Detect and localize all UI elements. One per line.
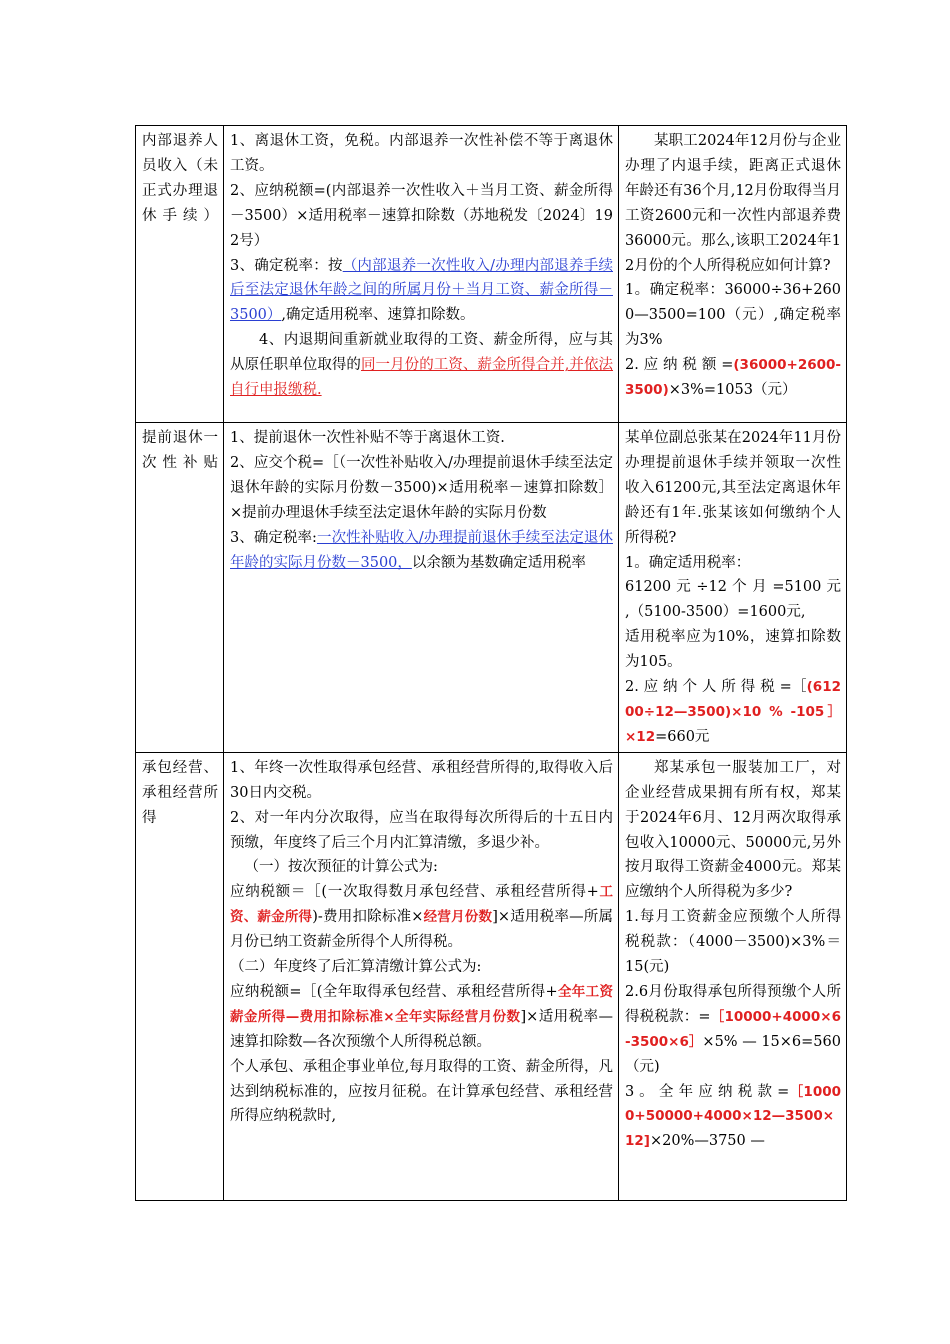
- category-cell: 承包经营、承租经营所得: [136, 752, 224, 1200]
- tax-table-page: [135, 125, 846, 1201]
- rules-cell: 1、离退休工资，免税。内部退养一次性补偿不等于离退休工资。 2、应纳税额=(内部退养一次性收入＋当月工资、薪金所得－3500）×适用税率－速算扣除数（苏地税发〔2024〕192号） 3、确定税率：按（内部退养一次性收入/办理内部退养手续后至法定退休年龄之间的所属月份＋当月工资、薪金所得－3500）,确定适用税率、速算扣除数。 4、内退期间重新就业取得的工资、薪金所得，应与其从原任职单位取得的同一月份的工资、薪金所得合并,并依法自行申报缴税.: [224, 126, 619, 423]
- table-row: [136, 752, 847, 1200]
- table-row: [136, 423, 847, 753]
- rules-cell: 1、提前退休一次性补贴不等于离退休工资. 2、应交个税=［（一次性补贴收入/办理提前退休手续至法定退休年龄的实际月份数－3500)×适用税率－速算扣除数］×提前办理退休手续至法定退休年龄的实际月份数 3、确定税率:一次性补贴收入/办理提前退休手续至法定退休年龄的实际月份数－3500，以余额为基数确定适用税率: [224, 423, 619, 753]
- underlined-red-note: 同一月份的工资、薪金所得合并,并依法自行申报缴税.: [230, 357, 614, 399]
- tax-table: [135, 125, 847, 1201]
- underlined-formula-link[interactable]: 一次性补贴收入/办理提前退休手续至法定退休年龄的实际月份数－3500，: [230, 529, 613, 571]
- rules-cell: 1、年终一次性取得承包经营、承租经营所得的,取得收入后30日内交税。 2、对一年内分次取得，应当在取得每次所得后的十五日内预缴，年度终了后三个月内汇算清缴，多退少补。 （一）按次预征的计算公式为: 应纳税额＝［(一次取得数月承包经营、承租经营所得+工资、薪金所得)-费用扣除标准×经营月份数]×适用税率—所属月份已纳工资薪金所得个人所得税。 （二）年度终了后汇算清缴计算公式为: 应纳税额=［(全年取得承包经营、承租经营所得+全年工资薪金所得—费用扣除标准×全年实际经营月份数]×适用税率—速算扣除数—各次预缴个人所得税总额。 个人承包、承租企事业单位,每月取得的工资、薪金所得，凡达到纳税标准的，应按月征税。在计算承包经营、承租经营所得应纳税款时,: [224, 752, 619, 1200]
- example-cell: 郑某承包一服装加工厂，对企业经营成果拥有所有权，郑某于2024年6月、12月两次取得承包收入10000元、50000元,另外按月取得工资薪金4000元。郑某应缴纳个人所得税为多少? 1.每月工资薪金应预缴个人所得税税款：（4000－3500)×3%＝15(元) 2.6月份取得承包所得预缴个人所得税税款：=［10000+4000×6-3500×6］×5% — 15×6=560（元) 3 。 全 年 应 纳 税 款 =［10000+50000+4000×12—3500×12]×20%—3750 —: [619, 752, 847, 1200]
- table-row: [136, 126, 847, 423]
- example-cell: 某单位副总张某在2024年11月份办理提前退休手续并领取一次性收入61200元,其至法定离退休年龄还有1年.张某该如何缴纳个人所得税? 1。确定适用税率： 61200 元 ÷12 个 月 =5100 元 ,（5100-3500）=1600元, 适用税率应为10%，速算扣除数为105。 2. 应 纳 个 人 所 得 税 =［(61200÷12—3500)×10 % -105］×12=660元: [619, 423, 847, 753]
- category-cell: 内部退养人员收入（未正式办理退休手续）: [136, 126, 224, 423]
- category-cell: 提前退休一次性补贴: [136, 423, 224, 753]
- example-cell: 某职工2024年12月份与企业办理了内退手续，距离正式退休年龄还有36个月,12月份取得当月工资2600元和一次性内部退养费36000元。那么,该职工2024年12月份的个人所得税应如何计算? 1。确定税率：36000÷36+2600—3500=100（元）,确定税率为3% 2. 应 纳 税 额 =(36000+2600-3500)×3%=1053（元）: [619, 126, 847, 423]
- underlined-formula-link[interactable]: （内部退养一次性收入/办理内部退养手续后至法定退休年龄之间的所属月份＋当月工资、薪金所得－3500）: [230, 257, 613, 324]
